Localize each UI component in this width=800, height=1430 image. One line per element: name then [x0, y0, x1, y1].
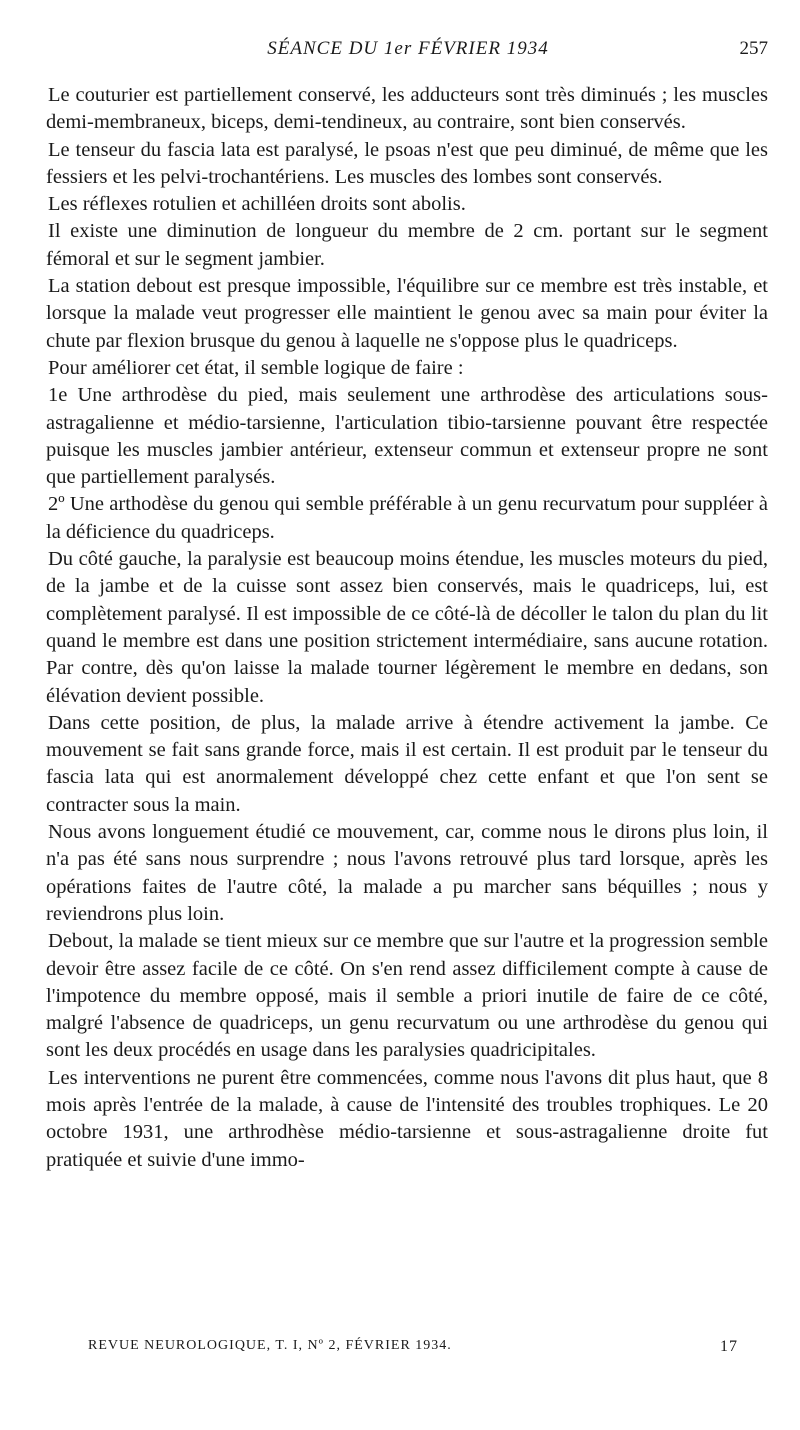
paragraph: 2º Une arthodèse du genou qui semble préférable à un genu recurvatum pour suppléer à la déficience du quadriceps.: [46, 493, 768, 543]
paragraph: La station debout est presque impossible, l'équilibre sur ce membre est très instable, et lorsque la malade veut progresser elle maintient le genou avec sa main pour éviter la chute par flexion brusque du genou à laquelle ne s'oppose plus le quadriceps.: [46, 275, 768, 352]
paragraph: 1e Une arthrodèse du pied, mais seulement une arthrodèse des articulations sous-astragalienne et médio-tarsienne, l'articulation tibio-tarsienne pouvant être respectée puisque les muscles jambier antérieur, extenseur commun et extenseur propre ne sont que partiellement paralysés.: [46, 384, 768, 489]
page-number: 257: [739, 38, 768, 59]
paragraph: Pour améliorer cet état, il semble logique de faire :: [48, 356, 464, 379]
signature-number: 17: [720, 1338, 738, 1355]
body-text: [46, 82, 768, 1174]
paragraph: Nous avons longuement étudié ce mouvement, car, comme nous le dirons plus loin, il n'a pas été sans nous surprendre ; nous l'avons retrouvé plus tard lorsque, après les opérations faites de l'autre côté, la malade a pu marcher sans béquilles ; nous y reviendrons plus loin.: [46, 821, 768, 925]
running-head: [48, 38, 768, 68]
paragraph: Il existe une diminution de longueur du membre de 2 cm. portant sur le segment fémoral et sur le segment jambier.: [46, 220, 768, 270]
paragraph: Le tenseur du fascia lata est paralysé, le psoas n'est que peu diminué, de même que les fessiers et les pelvi-trochantériens. Les muscles des lombes sont conservés.: [46, 138, 768, 188]
page-footer: [88, 1338, 738, 1362]
journal-reference: REVUE NEUROLOGIQUE, T. I, Nº 2, FÉVRIER 1934.: [88, 1338, 452, 1353]
paragraph: Dans cette position, de plus, la malade arrive à étendre activement la jambe. Ce mouvement se fait sans grande force, mais il est certain. Il est produit par le tenseur du fascia lata qui est anormalement développé chez cette enfant et que l'on sent se contracter sous la main.: [46, 711, 768, 816]
paragraph: Debout, la malade se tient mieux sur ce membre que sur l'autre et la progression semble devoir être assez facile de ce côté. On s'en rend assez difficilement compte à cause de l'impotence du membre opposé, mais il semble a priori inutile de faire de ce côté, malgré l'absence de quadriceps, un genu recurvatum ou une arthrodèse du genou qui sont les deux procédés en usage dans les paralysies quadricipitales.: [46, 930, 768, 1062]
paragraph: Du côté gauche, la paralysie est beaucoup moins étendue, les muscles moteurs du pied, de la jambe et de la cuisse sont assez bien conservés, mais le quadriceps, lui, est complètement paralysé. Il est impossible de ce côté-là de décoller le talon du plan du lit quand le membre est dans une position strictement intermédiaire, sans aucune rotation. Par contre, dès qu'on laisse la malade tourner légèrement le membre en dedans, son élévation devient possible.: [46, 548, 768, 707]
running-title: SÉANCE DU 1er FÉVRIER 1934: [267, 38, 549, 59]
paragraph: Les interventions ne purent être commencées, comme nous l'avons dit plus haut, que 8 mois après l'entrée de la malade, à cause de l'intensité des troubles trophiques. Le 20 octobre 1931, une arthrodhèse médio-tarsienne et sous-astragalienne droite fut pratiquée et suivie d'une immo-: [46, 1066, 768, 1171]
paragraph: Les réflexes rotulien et achilléen droits sont abolis.: [48, 193, 466, 216]
paragraph: Le couturier est partiellement conservé, les adducteurs sont très diminués ; les muscles demi-membraneux, biceps, demi-tendineux, au contraire, sont bien conservés.: [46, 84, 768, 134]
